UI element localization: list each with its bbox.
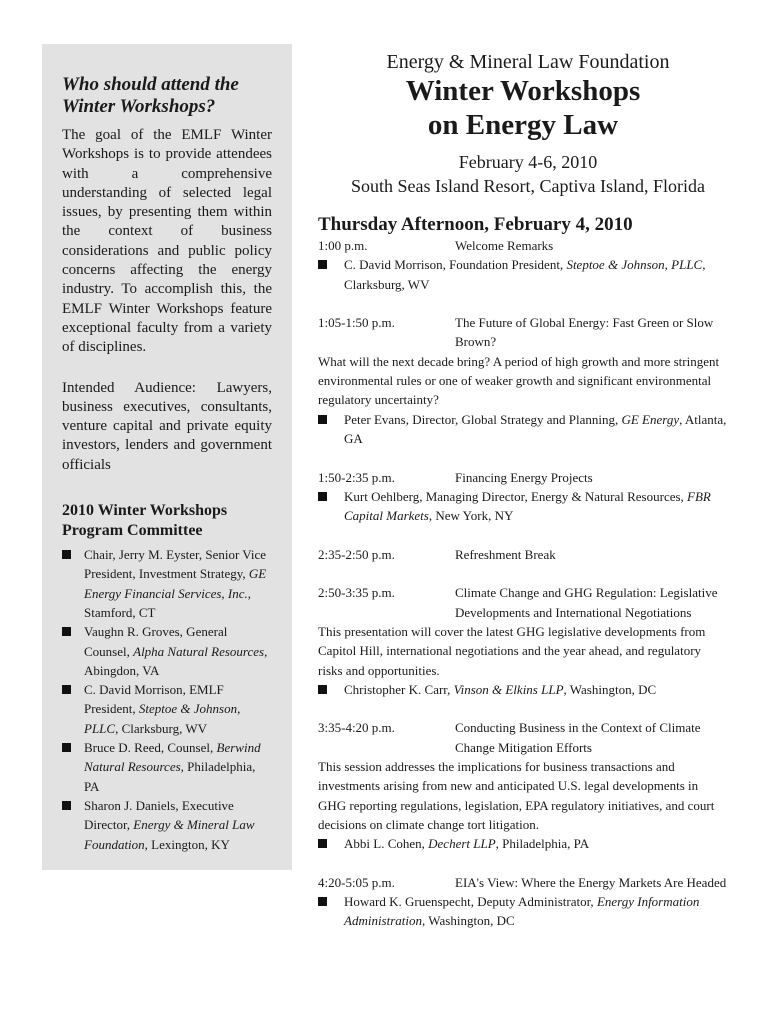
- foundation-name: Energy & Mineral Law Foundation: [386, 51, 670, 73]
- session-title: Conducting Business in the Context of Climate Change Mitigation Efforts: [455, 720, 701, 755]
- session-speaker: [318, 255, 728, 294]
- speaker-pre: Peter Evans, Director, Global Strategy and Planning,: [344, 411, 622, 427]
- session-time: 2:50-3:35 p.m.: [318, 585, 395, 601]
- event-venue: South Seas Island Resort, Captiva Island, Florida: [351, 176, 705, 196]
- speaker-org: GE Energy: [621, 411, 680, 427]
- speaker-org: Dechert LLP: [428, 836, 496, 852]
- session-time: 2:35-2:50 p.m.: [318, 546, 395, 562]
- agenda-session: [318, 873, 728, 931]
- committee-member-pre: C. David Morrison, EMLF President,: [84, 682, 224, 717]
- agenda-session: [318, 718, 728, 853]
- agenda-session: [318, 468, 728, 526]
- sidebar-heading: [62, 74, 272, 118]
- sidebar-goal-text: The goal of the EMLF Winter Workshops is to provide attendees with a comprehensive understanding of selected legal issues, by presenting them within the context of business considerations and public policy concerns affecting the energy industry. To accomplish this, the EMLF Winter Workshops feature exceptional faculty from a variety of disciplines.: [62, 127, 272, 356]
- speaker-org: Energy Information Administration: [344, 894, 700, 929]
- committee-member-post: , Stamford, CT: [84, 585, 252, 620]
- sidebar-panel: [42, 44, 292, 870]
- sidebar-heading-line2: Winter Workshops?: [62, 96, 216, 117]
- committee-member-org: Steptoe & Johnson, PLLC: [84, 701, 241, 736]
- square-bullet-icon: [318, 260, 327, 269]
- session-speaker: [318, 410, 728, 449]
- agenda-session: [318, 236, 728, 294]
- square-bullet-icon: [318, 415, 327, 424]
- agenda-session: [318, 545, 728, 564]
- sidebar-audience-text: Intended Audience: Lawyers, business executives, consultants, venture capital and private equity investors, lenders and government officials: [62, 379, 272, 473]
- session-time: 1:05-1:50 p.m.: [318, 315, 395, 331]
- day-heading: Thursday Afternoon, February 4, 2010: [318, 214, 633, 235]
- speaker-pre: Kurt Oehlberg, Managing Director, Energy & Natural Resources,: [344, 488, 688, 504]
- session-title: Climate Change and GHG Regulation: Legislative Developments and International Negotiations: [455, 585, 718, 620]
- committee-member-org: Berwind Natural Resources: [84, 740, 261, 775]
- session-title: Refreshment Break: [455, 546, 556, 562]
- committee-title-line2: Program Committee: [62, 522, 203, 540]
- square-bullet-icon: [62, 801, 71, 810]
- sidebar-heading-line1: Who should attend the: [62, 74, 239, 95]
- session-time: 1:50-2:35 p.m.: [318, 469, 395, 485]
- square-bullet-icon: [62, 743, 71, 752]
- committee-member-org: Alpha Natural Resources: [133, 643, 265, 659]
- speaker-org: Vinson & Elkins LLP: [453, 681, 564, 697]
- speaker-pre: C. David Morrison, Foundation President,: [344, 257, 567, 273]
- speaker-post: , Washington, DC: [563, 681, 657, 697]
- session-speaker: [318, 834, 728, 853]
- page-title: [318, 74, 728, 142]
- square-bullet-icon: [62, 685, 71, 694]
- square-bullet-icon: [318, 897, 327, 906]
- committee-member: [62, 545, 272, 622]
- committee-list: [62, 545, 272, 854]
- committee-member-post: , Clarksburg, WV: [115, 720, 208, 736]
- session-description: This session addresses the implications for business transactions and investments arising from new and anticipated U.S. legal developments in GHG reporting regulations, legislation, EPA regulatory initiatives, and court decisions on climate change tort litigation.: [318, 759, 715, 832]
- session-time: 3:35-4:20 p.m.: [318, 720, 395, 736]
- committee-member: [62, 622, 272, 680]
- speaker-pre: Howard K. Gruenspecht, Deputy Administrator,: [344, 894, 597, 910]
- committee-member-pre: Vaughn R. Groves, General Counsel,: [84, 624, 228, 659]
- committee-member-post: , Abingdon, VA: [84, 643, 268, 678]
- square-bullet-icon: [318, 685, 327, 694]
- committee-member-pre: Bruce D. Reed, Counsel,: [84, 740, 217, 756]
- speaker-pre: Abbi L. Cohen,: [344, 836, 429, 852]
- session-time: 4:20-5:05 p.m.: [318, 874, 395, 890]
- session-title: Welcome Remarks: [455, 238, 554, 253]
- agenda-session: [318, 313, 728, 448]
- speaker-post: , Philadelphia, PA: [495, 836, 590, 852]
- event-dates: February 4-6, 2010: [458, 152, 598, 172]
- session-speaker: [318, 680, 728, 699]
- speaker-post: , Atlanta, GA: [344, 411, 727, 446]
- speaker-post: , Washington, DC: [422, 913, 515, 929]
- speaker-org: Steptoe & Johnson, PLLC: [566, 257, 703, 273]
- square-bullet-icon: [62, 627, 71, 636]
- session-title: EIA's View: Where the Energy Markets Are Headed: [455, 874, 727, 890]
- committee-member-pre: Sharon J. Daniels, Executive Director,: [84, 797, 234, 833]
- page-title-line2: on Energy Law: [427, 109, 619, 141]
- session-speaker: [318, 487, 728, 526]
- session-speaker: [318, 892, 728, 931]
- page-title-line1: Winter Workshops: [405, 75, 641, 107]
- square-bullet-icon: [318, 492, 327, 501]
- agenda-session: [318, 583, 728, 699]
- square-bullet-icon: [62, 550, 71, 559]
- committee-title-line1: 2010 Winter Workshops: [62, 502, 228, 520]
- speaker-post: , Clarksburg, WV: [344, 257, 706, 292]
- committee-member: [62, 796, 272, 854]
- committee-member-org: GE Energy Financial Services, Inc.: [84, 566, 267, 601]
- committee-member-post: , Lexington, KY: [144, 836, 230, 852]
- committee-member-org: Energy & Mineral Law Foundation: [84, 817, 255, 852]
- session-title: The Future of Global Energy: Fast Green or Slow Brown?: [455, 315, 714, 350]
- committee-member-pre: Chair, Jerry M. Eyster, Senior Vice President, Investment Strategy,: [84, 547, 267, 582]
- speaker-pre: Christopher K. Carr,: [344, 681, 454, 697]
- session-title: Financing Energy Projects: [455, 469, 593, 485]
- committee-member-post: , Philadelphia, PA: [84, 759, 256, 794]
- session-time: 1:00 p.m.: [318, 238, 368, 253]
- committee-title: [62, 501, 272, 541]
- committee-member: [62, 680, 272, 738]
- session-description: What will the next decade bring? A period of high growth and more stringent environmental rules or one of weaker growth and significant environmental regulatory uncertainty?: [318, 353, 720, 408]
- speaker-org: FBR Capital Markets: [344, 488, 711, 524]
- square-bullet-icon: [318, 839, 327, 848]
- session-description: This presentation will cover the latest GHG legislative developments from Capitol Hill, international negotiations and the year ahead, and regulatory risks and opportunities.: [318, 623, 706, 678]
- speaker-post: , New York, NY: [428, 508, 514, 524]
- committee-member: [62, 738, 272, 796]
- program-column: [318, 50, 728, 931]
